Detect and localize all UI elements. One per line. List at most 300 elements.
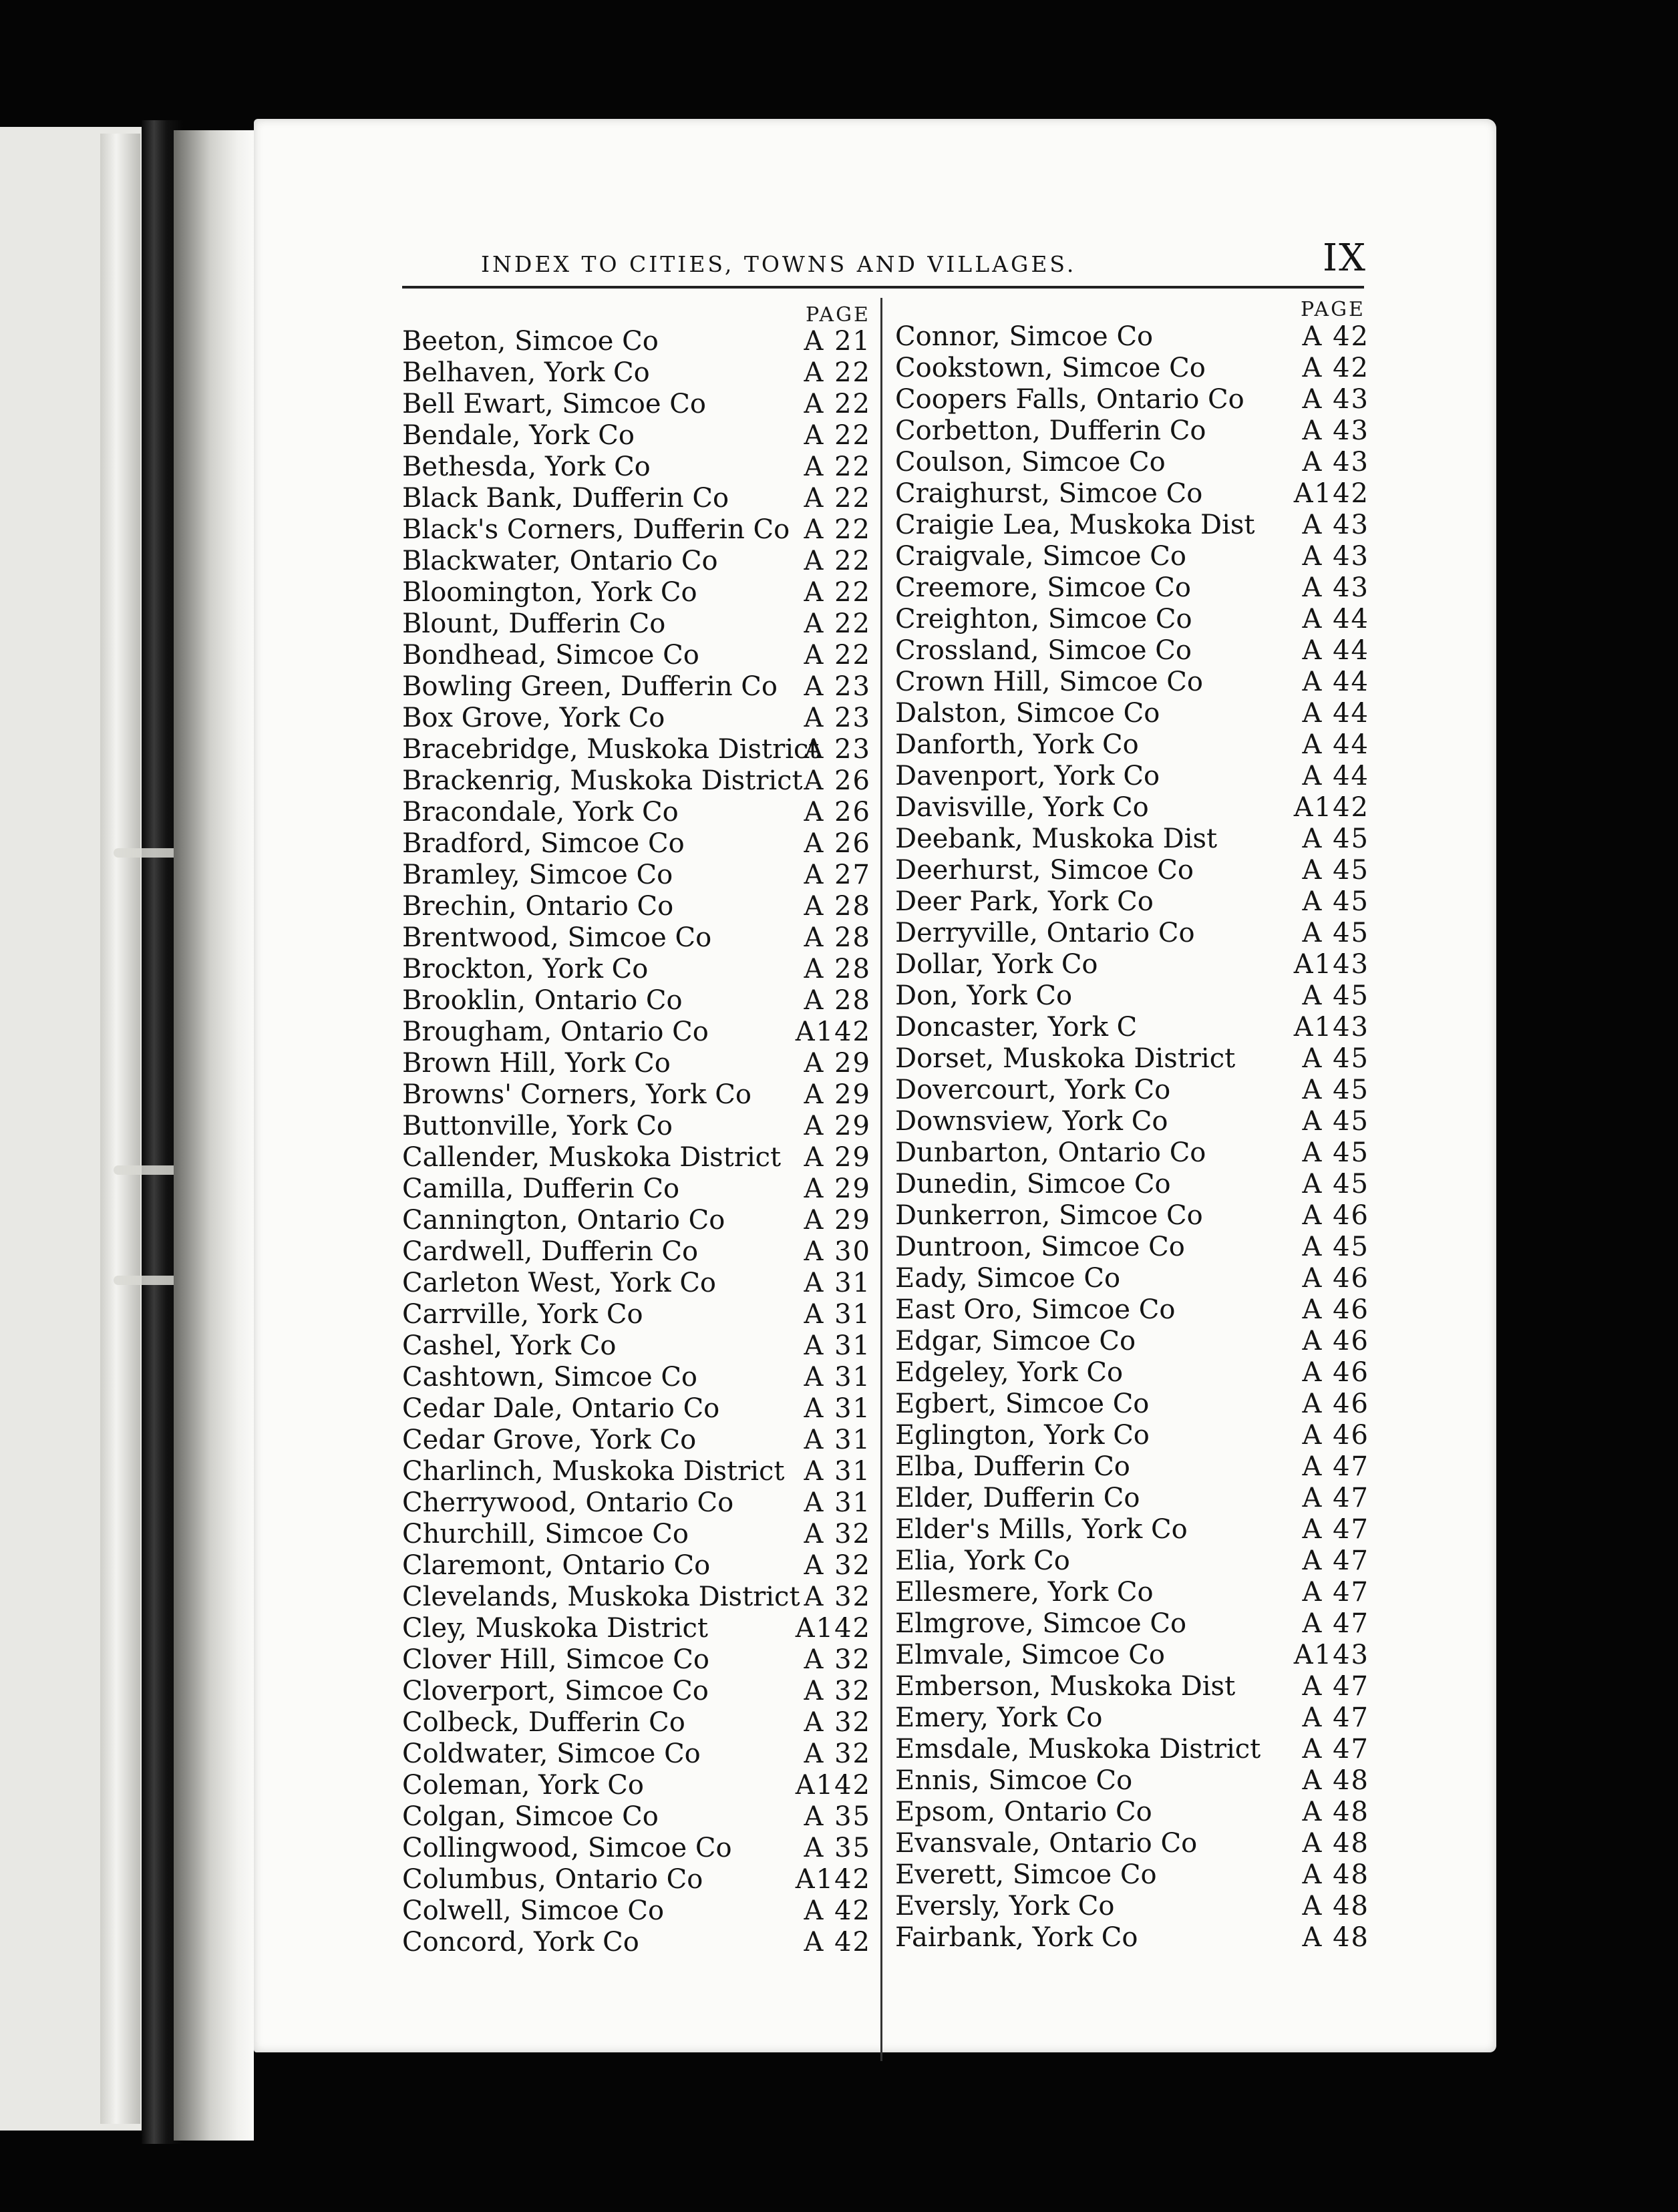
entry-page-ref: A 35 [804,1801,871,1832]
index-entry [402,1801,880,1833]
entry-page-ref: A 46 [1302,1420,1369,1451]
index-entry [895,415,1389,447]
entry-page-ref: A 45 [1302,1169,1369,1200]
entry-place-name: Dollar, York Co [895,949,1098,980]
entry-page-ref: A 48 [1302,1922,1369,1953]
right-index-column [895,321,1389,1954]
entry-page-ref: A 31 [804,1330,871,1361]
entry-place-name: Cley, Muskoka District [402,1613,709,1644]
index-entry [895,1200,1389,1232]
index-entry [402,1268,880,1299]
entry-place-name: Elder's Mills, York Co [895,1514,1188,1545]
entry-page-ref: A142 [795,1770,871,1801]
index-entry [402,389,880,420]
entry-page-ref: A 43 [1302,572,1369,603]
entry-page-ref: A 28 [804,985,871,1016]
entry-place-name: Churchill, Simcoe Co [402,1519,689,1549]
entry-place-name: Dunbarton, Ontario Co [895,1137,1206,1168]
index-entry [402,1299,880,1330]
entry-page-ref: A 44 [1302,761,1369,791]
entry-page-ref: A 48 [1302,1828,1369,1859]
index-entry [895,384,1389,415]
index-entry [895,1608,1389,1640]
entry-place-name: Coleman, York Co [402,1770,644,1801]
index-entry [402,1833,880,1864]
entry-place-name: Box Grove, York Co [402,703,665,733]
entry-place-name: Doncaster, York C [895,1012,1138,1043]
index-entry [402,1519,880,1550]
entry-page-ref: A 35 [804,1833,871,1863]
entry-page-ref: A 31 [804,1268,871,1298]
index-entry [895,980,1389,1012]
index-entry [895,1483,1389,1514]
entry-place-name: Cookstown, Simcoe Co [895,353,1206,383]
entry-page-ref: A 47 [1302,1671,1369,1702]
entry-page-ref: A 47 [1302,1608,1369,1639]
index-entry [895,1294,1389,1326]
entry-page-ref: A 47 [1302,1577,1369,1608]
index-entry [402,1676,880,1707]
entry-page-ref: A 21 [804,326,871,357]
entry-page-ref: A 45 [1302,1106,1369,1137]
entry-page-ref: A 22 [804,546,871,576]
index-entry [895,1357,1389,1389]
entry-page-ref: A 29 [804,1079,871,1110]
entry-page-ref: A 45 [1302,1232,1369,1262]
entry-place-name: Brockton, York Co [402,954,649,984]
index-entry [402,357,880,389]
index-entry [895,1891,1389,1922]
index-entry [402,1487,880,1519]
index-entry [402,1017,880,1048]
entry-place-name: Carleton West, York Co [402,1268,716,1298]
entry-page-ref: A142 [1293,792,1369,823]
index-entry [402,1048,880,1079]
index-entry [402,1770,880,1801]
entry-place-name: Charlinch, Muskoka District [402,1456,785,1487]
entry-place-name: Cherrywood, Ontario Co [402,1487,734,1518]
index-entry [895,1545,1389,1577]
index-entry [402,451,880,483]
entry-page-ref: A 22 [804,389,871,419]
index-entry [402,1613,880,1644]
entry-page-ref: A 27 [804,860,871,890]
entry-page-ref: A 44 [1302,604,1369,634]
entry-place-name: Ennis, Simcoe Co [895,1765,1133,1796]
index-entry [895,1263,1389,1294]
entry-page-ref: A 28 [804,891,871,922]
index-entry [402,1456,880,1487]
entry-place-name: Bethesda, York Co [402,451,651,482]
entry-page-ref: A 45 [1302,1043,1369,1074]
entry-place-name: Eversly, York Co [895,1891,1115,1921]
index-entry [402,1173,880,1205]
entry-page-ref: A 46 [1302,1294,1369,1325]
entry-place-name: Elba, Dufferin Co [895,1451,1130,1482]
entry-place-name: Brechin, Ontario Co [402,891,674,922]
entry-page-ref: A 31 [804,1487,871,1518]
entry-place-name: Deebank, Muskoka Dist [895,823,1218,854]
entry-page-ref: A 32 [804,1738,871,1769]
index-entry [895,1671,1389,1702]
entry-page-ref: A 23 [804,734,871,765]
entry-place-name: Dalston, Simcoe Co [895,698,1160,729]
index-entry [402,1550,880,1582]
index-entry [402,797,880,828]
entry-page-ref: A 22 [804,514,871,545]
entry-page-ref: A 46 [1302,1389,1369,1419]
entry-place-name: Bramley, Simcoe Co [402,860,673,890]
entry-place-name: Brougham, Ontario Co [402,1017,709,1047]
entry-page-ref: A 47 [1302,1702,1369,1733]
index-entry [402,1425,880,1456]
index-entry [402,1738,880,1770]
entry-page-ref: A143 [1293,1012,1369,1043]
index-entry [895,1106,1389,1137]
index-entry [402,640,880,671]
index-entry [402,1236,880,1268]
index-entry [402,891,880,922]
entry-page-ref: A142 [795,1613,871,1644]
index-entry [895,1577,1389,1608]
index-entry [895,1765,1389,1797]
entry-place-name: Claremont, Ontario Co [402,1550,711,1581]
index-entry [402,326,880,357]
entry-place-name: Everett, Simcoe Co [895,1859,1157,1890]
entry-place-name: East Oro, Simcoe Co [895,1294,1176,1325]
index-entry [895,1420,1389,1451]
entry-place-name: Eady, Simcoe Co [895,1263,1121,1294]
entry-place-name: Elmvale, Simcoe Co [895,1640,1165,1670]
entry-page-ref: A 44 [1302,667,1369,697]
index-entry [895,729,1389,761]
index-entry [895,604,1389,635]
entry-place-name: Clevelands, Muskoka District [402,1582,800,1612]
index-entry [402,514,880,546]
index-entry [895,886,1389,918]
entry-page-ref: A 42 [1302,353,1369,383]
entry-place-name: Cardwell, Dufferin Co [402,1236,699,1267]
index-entry [895,1232,1389,1263]
entry-page-ref: A 44 [1302,729,1369,760]
entry-page-ref: A 31 [804,1362,871,1393]
entry-page-ref: A 23 [804,671,871,702]
index-entry [402,985,880,1017]
index-entry [402,765,880,797]
entry-page-ref: A 43 [1302,510,1369,540]
index-entry [402,1111,880,1142]
entry-page-ref: A 45 [1302,918,1369,948]
entry-place-name: Epsom, Ontario Co [895,1797,1152,1827]
index-entry [895,541,1389,572]
entry-page-ref: A 45 [1302,823,1369,854]
entry-page-ref: A 29 [804,1048,871,1079]
index-entry [895,1640,1389,1671]
index-entry [895,1514,1389,1545]
entry-place-name: Colwell, Simcoe Co [402,1895,665,1926]
entry-page-ref: A 43 [1302,541,1369,572]
entry-page-ref: A 22 [804,577,871,608]
entry-page-ref: A 29 [804,1205,871,1236]
entry-place-name: Cashtown, Simcoe Co [402,1362,698,1393]
entry-place-name: Colbeck, Dufferin Co [402,1707,685,1738]
entry-place-name: Creighton, Simcoe Co [895,604,1192,634]
index-entry [402,1895,880,1927]
index-entry [895,1012,1389,1043]
index-entry [402,922,880,954]
entry-place-name: Black's Corners, Dufferin Co [402,514,790,545]
index-entry [402,1142,880,1173]
entry-place-name: Concord, York Co [402,1927,639,1958]
entry-page-ref: A 42 [804,1895,871,1926]
entry-page-ref: A 28 [804,954,871,984]
entry-place-name: Blount, Dufferin Co [402,608,666,639]
index-entry [895,353,1389,384]
entry-page-ref: A 44 [1302,698,1369,729]
index-entry [402,1644,880,1676]
entry-page-ref: A 31 [804,1456,871,1487]
index-entry [895,447,1389,478]
index-entry [895,572,1389,604]
entry-place-name: Blackwater, Ontario Co [402,546,718,576]
right-column-page-label: PAGE [1301,298,1365,321]
entry-place-name: Bloomington, York Co [402,577,697,608]
entry-place-name: Buttonville, York Co [402,1111,673,1141]
entry-place-name: Cashel, York Co [402,1330,617,1361]
entry-place-name: Bell Ewart, Simcoe Co [402,389,706,419]
entry-place-name: Danforth, York Co [895,729,1139,760]
entry-place-name: Cloverport, Simcoe Co [402,1676,709,1706]
index-entry [895,855,1389,886]
index-entry [895,667,1389,698]
entry-page-ref: A 47 [1302,1483,1369,1513]
index-entry [402,703,880,734]
index-entry [895,1043,1389,1075]
entry-place-name: Edgeley, York Co [895,1357,1124,1388]
entry-place-name: Emsdale, Muskoka District [895,1734,1261,1765]
entry-place-name: Beeton, Simcoe Co [402,326,659,357]
index-entry [402,546,880,577]
index-entry [895,1451,1389,1483]
entry-place-name: Bracondale, York Co [402,797,679,827]
entry-page-ref: A142 [1293,478,1369,509]
index-entry [402,860,880,891]
entry-page-ref: A142 [795,1017,871,1047]
entry-place-name: Camilla, Dufferin Co [402,1173,680,1204]
entry-place-name: Don, York Co [895,980,1073,1011]
entry-place-name: Bradford, Simcoe Co [402,828,685,859]
index-entry [895,1075,1389,1106]
entry-page-ref: A 48 [1302,1765,1369,1796]
entry-page-ref: A 22 [804,420,871,451]
entry-page-ref: A 46 [1302,1326,1369,1356]
entry-place-name: Colgan, Simcoe Co [402,1801,659,1832]
entry-place-name: Bracebridge, Muskoka District [402,734,820,765]
entry-page-ref: A 43 [1302,415,1369,446]
entry-page-ref: A 48 [1302,1797,1369,1827]
entry-place-name: Duntroon, Simcoe Co [895,1232,1185,1262]
entry-place-name: Emery, York Co [895,1702,1103,1733]
entry-place-name: Corbetton, Dufferin Co [895,415,1206,446]
header-rule [402,286,1364,289]
entry-place-name: Craigie Lea, Muskoka Dist [895,510,1255,540]
entry-page-ref: A 32 [804,1707,871,1738]
entry-place-name: Davisville, York Co [895,792,1149,823]
entry-page-ref: A142 [795,1864,871,1895]
index-entry [402,608,880,640]
entry-place-name: Connor, Simcoe Co [895,321,1154,352]
index-entry [895,823,1389,855]
entry-place-name: Cannington, Ontario Co [402,1205,725,1236]
index-entry [402,671,880,703]
entry-page-ref: A 32 [804,1550,871,1581]
entry-place-name: Eglington, York Co [895,1420,1150,1451]
index-entry [895,1702,1389,1734]
entry-place-name: Davenport, York Co [895,761,1160,791]
entry-place-name: Dunedin, Simcoe Co [895,1169,1171,1200]
entry-place-name: Craigvale, Simcoe Co [895,541,1186,572]
index-entry [402,828,880,860]
page-gutter [174,130,254,2141]
index-entry [895,792,1389,823]
entry-place-name: Callender, Muskoka District [402,1142,782,1173]
index-entry [895,510,1389,541]
index-entry [402,1362,880,1393]
entry-page-ref: A 22 [804,451,871,482]
entry-place-name: Crossland, Simcoe Co [895,635,1192,666]
index-entry [402,1393,880,1425]
index-entry [895,918,1389,949]
page-header-title: INDEX TO CITIES, TOWNS AND VILLAGES. [481,251,1077,277]
index-entry [895,321,1389,353]
entry-page-ref: A 32 [804,1676,871,1706]
index-entry [402,1330,880,1362]
entry-place-name: Coopers Falls, Ontario Co [895,384,1244,415]
entry-place-name: Deerhurst, Simcoe Co [895,855,1194,886]
entry-page-ref: A 32 [804,1582,871,1612]
index-entry [402,577,880,608]
entry-place-name: Collingwood, Simcoe Co [402,1833,732,1863]
index-entry [895,1828,1389,1859]
entry-page-ref: A 31 [804,1299,871,1330]
entry-place-name: Cedar Dale, Ontario Co [402,1393,720,1424]
entry-page-ref: A 46 [1302,1357,1369,1388]
index-entry [895,949,1389,980]
entry-page-ref: A 22 [804,483,871,514]
entry-page-ref: A 44 [1302,635,1369,666]
entry-page-ref: A143 [1293,949,1369,980]
index-entry [895,1734,1389,1765]
entry-place-name: Black Bank, Dufferin Co [402,483,729,514]
index-entry [895,698,1389,729]
entry-place-name: Brentwood, Simcoe Co [402,922,712,953]
entry-place-name: Crown Hill, Simcoe Co [895,667,1203,697]
entry-place-name: Deer Park, York Co [895,886,1154,917]
entry-place-name: Dorset, Muskoka District [895,1043,1236,1074]
entry-place-name: Belhaven, York Co [402,357,650,388]
entry-page-ref: A 31 [804,1393,871,1424]
index-page [254,119,1496,2052]
index-entry [895,1922,1389,1954]
entry-place-name: Columbus, Ontario Co [402,1864,703,1895]
entry-page-ref: A 26 [804,828,871,859]
entry-place-name: Brackenrig, Muskoka District [402,765,803,796]
entry-page-ref: A 29 [804,1173,871,1204]
index-entry [402,483,880,514]
entry-place-name: Brown Hill, York Co [402,1048,671,1079]
entry-place-name: Dovercourt, York Co [895,1075,1171,1105]
entry-page-ref: A 43 [1302,447,1369,478]
left-page-edge [100,134,140,2124]
entry-page-ref: A 42 [1302,321,1369,352]
entry-place-name: Elder, Dufferin Co [895,1483,1140,1513]
entry-page-ref: A 22 [804,608,871,639]
entry-place-name: Carrville, York Co [402,1299,643,1330]
entry-place-name: Fairbank, York Co [895,1922,1138,1953]
index-entry [402,1707,880,1738]
entry-page-ref: A143 [1293,1640,1369,1670]
entry-place-name: Craighurst, Simcoe Co [895,478,1203,509]
index-entry [402,1582,880,1613]
entry-page-ref: A 48 [1302,1859,1369,1890]
entry-page-ref: A 32 [804,1519,871,1549]
entry-page-ref: A 45 [1302,855,1369,886]
entry-page-ref: A 26 [804,765,871,796]
index-entry [402,954,880,985]
entry-place-name: Brooklin, Ontario Co [402,985,683,1016]
entry-place-name: Coldwater, Simcoe Co [402,1738,701,1769]
entry-page-ref: A 32 [804,1644,871,1675]
entry-page-ref: A 47 [1302,1514,1369,1545]
index-entry [402,1079,880,1111]
column-divider [880,298,882,2061]
entry-place-name: Dunkerron, Simcoe Co [895,1200,1203,1231]
index-entry [895,1137,1389,1169]
entry-place-name: Edgar, Simcoe Co [895,1326,1136,1356]
index-entry [402,1927,880,1958]
entry-page-ref: A 46 [1302,1263,1369,1294]
entry-page-ref: A 29 [804,1111,871,1141]
entry-place-name: Bendale, York Co [402,420,635,451]
entry-place-name: Downsview, York Co [895,1106,1168,1137]
entry-page-ref: A 47 [1302,1451,1369,1482]
entry-page-ref: A 47 [1302,1545,1369,1576]
entry-page-ref: A 43 [1302,384,1369,415]
entry-place-name: Bondhead, Simcoe Co [402,640,699,671]
entry-page-ref: A 45 [1302,1075,1369,1105]
index-entry [895,1389,1389,1420]
entry-place-name: Bowling Green, Dufferin Co [402,671,778,702]
entry-page-ref: A 30 [804,1236,871,1267]
entry-place-name: Creemore, Simcoe Co [895,572,1191,603]
entry-page-ref: A 23 [804,703,871,733]
entry-place-name: Egbert, Simcoe Co [895,1389,1150,1419]
index-entry [895,478,1389,510]
entry-place-name: Derryville, Ontario Co [895,918,1195,948]
entry-place-name: Ellesmere, York Co [895,1577,1154,1608]
entry-page-ref: A 45 [1302,886,1369,917]
entry-place-name: Evansvale, Ontario Co [895,1828,1198,1859]
entry-page-ref: A 45 [1302,1137,1369,1168]
left-index-column [402,326,880,1958]
index-entry [895,1326,1389,1357]
index-entry [402,1864,880,1895]
entry-page-ref: A 42 [804,1927,871,1958]
entry-place-name: Browns' Corners, York Co [402,1079,751,1110]
index-entry [402,420,880,451]
index-entry [895,1797,1389,1828]
entry-page-ref: A 31 [804,1425,871,1455]
